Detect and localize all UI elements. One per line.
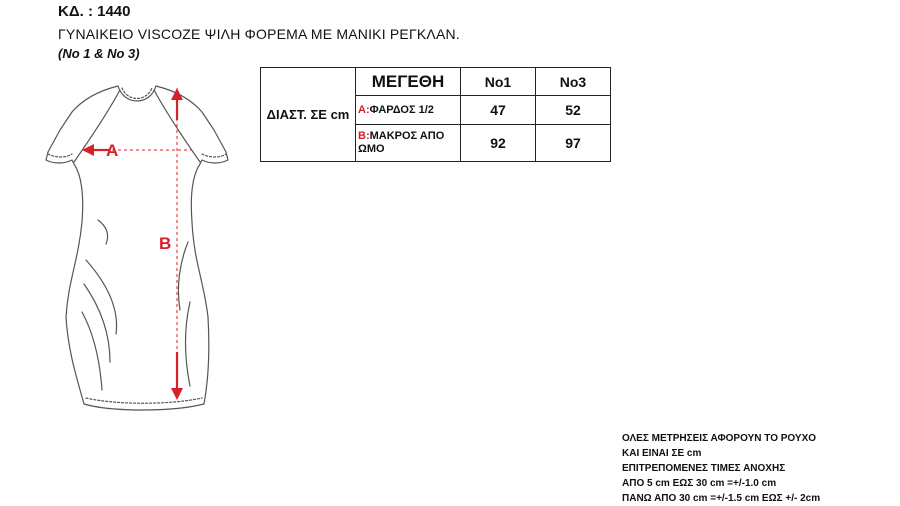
note-line: ΚΑΙ ΕΙΝΑΙ ΣΕ cm <box>622 448 702 459</box>
measure-label-b: B:ΜΑΚΡΟΣ ΑΠΟ ΩΜΟ <box>356 125 461 162</box>
product-description: ΓΥΝΑΙΚΕΙΟ VISCOZE ΨΙΛΗ ΦΟΡΕΜΑ ΜΕ ΜΑΝΙΚΙ ΡΕΓΚΛΑΝ. <box>58 26 460 42</box>
tolerance-notes <box>622 431 820 506</box>
label-b: B <box>159 234 172 253</box>
size-header-no3: No3 <box>536 68 611 96</box>
column-title: ΜΕΓΕΘΗ <box>356 68 461 96</box>
note-line: ΟΛΕΣ ΜΕΤΡΗΣΕΙΣ ΑΦΟΡΟΥΝ ΤΟ ΡΟΥΧΟ <box>622 433 817 444</box>
row-header: ΔΙΑΣΤ. ΣΕ cm <box>261 68 356 162</box>
value-a-no1: 47 <box>461 96 536 125</box>
value-a-no3: 52 <box>536 96 611 125</box>
note-line: ΕΠΙΤΡΕΠΟΜΕΝΕΣ ΤΙΜΕΣ ΑΝΟΧΗΣ <box>622 463 786 474</box>
label-a: A <box>106 141 119 160</box>
note-line: ΠΑΝΩ ΑΠΟ 30 cm =+/-1.5 cm ΕΩΣ +/- 2cm <box>622 493 821 504</box>
value-b-no3: 97 <box>536 125 611 162</box>
measure-label-a: A:ΦΑΡΔΟΣ 1/2 <box>356 96 461 125</box>
dress-sketch <box>40 72 240 422</box>
size-header-no1: No1 <box>461 68 536 96</box>
sizes-note: (No 1 & No 3) <box>58 46 140 61</box>
product-code: ΚΔ. : 1440 <box>58 3 131 20</box>
size-spec-table <box>260 67 611 162</box>
value-b-no1: 92 <box>461 125 536 162</box>
note-line: ΑΠΟ 5 cm ΕΩΣ 30 cm =+/-1.0 cm <box>622 478 777 489</box>
